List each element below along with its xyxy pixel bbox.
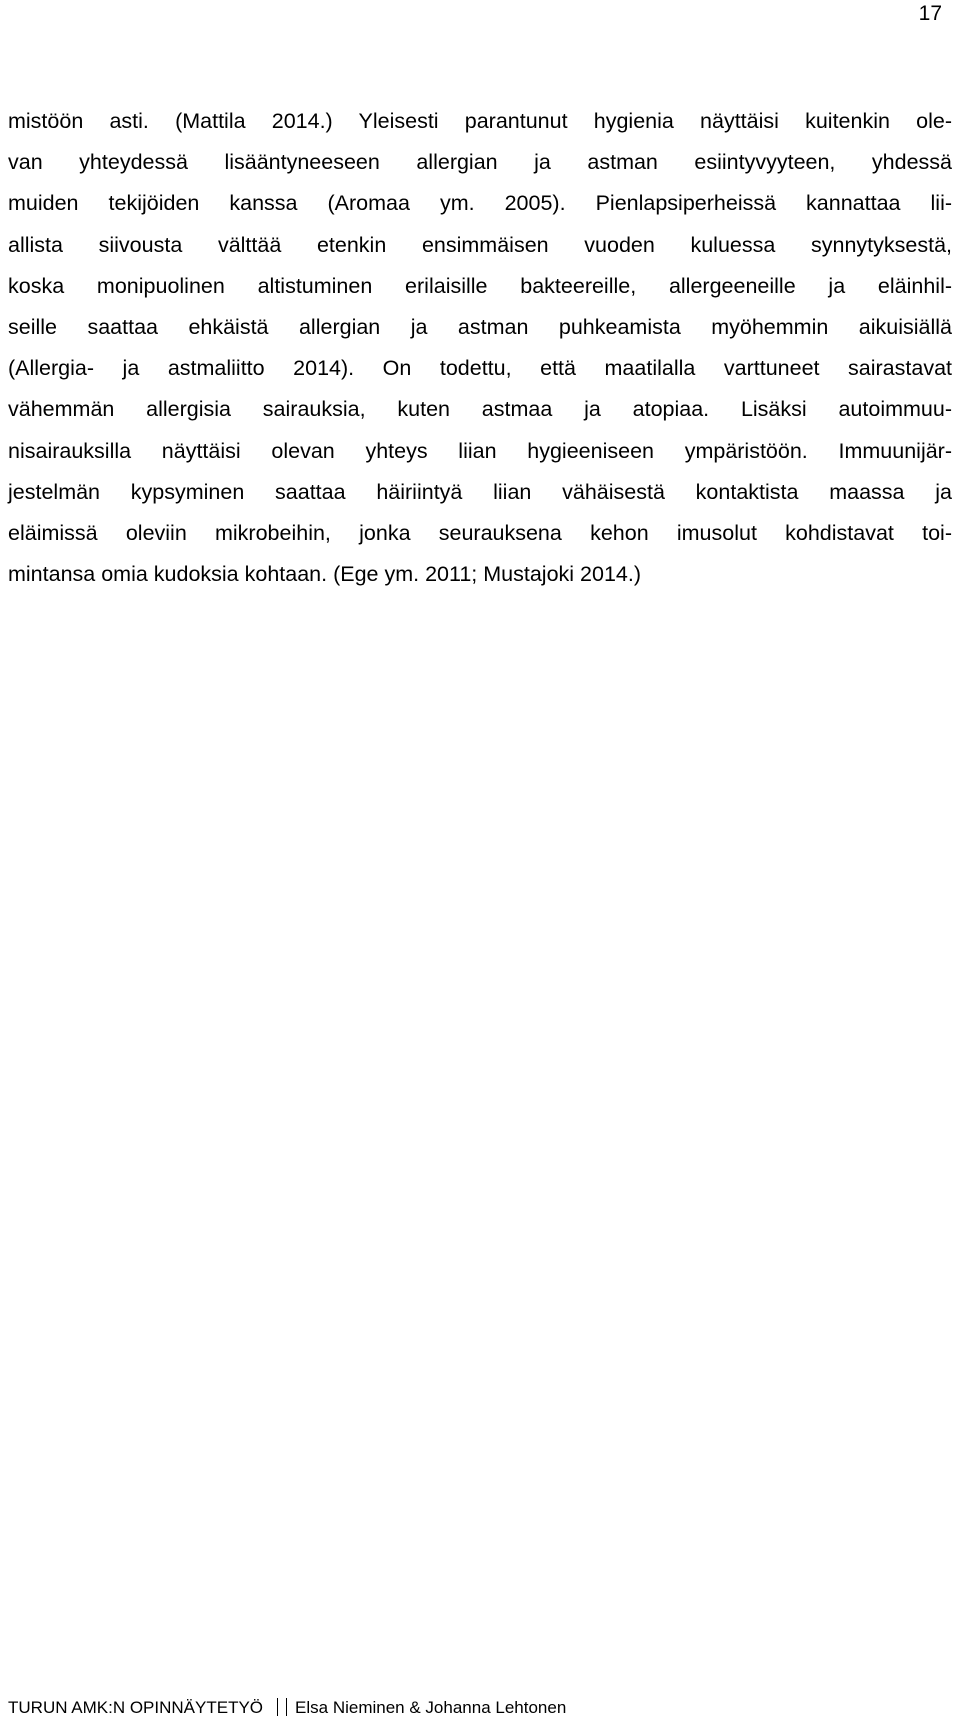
paragraph-line: mistöön asti. (Mattila 2014.) Yleisesti parantunut hygienia näyttäisi kuitenkin ole- [8,109,952,133]
paragraph-line: nisairauksilla näyttäisi olevan yhteys liian hygieeniseen ympäristöön. Immuunijär- [8,438,952,463]
footer-institution: TURUN AMK:N OPINNÄYTETYÖ [8,1698,264,1717]
page-footer [8,1697,566,1719]
paragraph-line: muiden tekijöiden kanssa (Aromaa ym. 2005). Pienlapsiperheissä kannattaa lii- [8,191,952,216]
paragraph-line: eläimissä oleviin mikrobeihin, jonka seurauksena kehon imusolut kohdistavat toi- [8,521,952,546]
paragraph-line: jestelmän kypsyminen saattaa häiriintyä liian vähäisestä kontaktista maassa ja [8,479,952,504]
footer-separator [277,1698,278,1716]
page-number: 17 [918,2,942,25]
paragraph-line: seille saattaa ehkäistä allergian ja astman puhkeamista myöhemmin aikuisiällä [8,315,952,340]
paragraph-line: mintansa omia kudoksia kohtaan. (Ege ym. 2011; Mustajoki 2014.) [8,562,641,587]
paragraph-line: (Allergia- ja astmaliitto 2014). On todettu, että maatilalla varttuneet sairastavat [8,356,952,381]
paragraph-line: allista siivousta välttää etenkin ensimmäisen vuoden kuluessa synnytyksestä, [8,232,952,257]
body-paragraph [8,101,952,595]
footer-authors: Elsa Nieminen & Johanna Lehtonen [295,1698,567,1717]
paragraph-line: koska monipuolinen altistuminen erilaisille bakteereille, allergeeneille ja eläinhil- [8,273,952,298]
paragraph-line: van yhteydessä lisääntyneeseen allergian ja astman esiintyvyyteen, yhdessä [8,150,952,175]
footer-separator [286,1698,287,1716]
paragraph-line: vähemmän allergisia sairauksia, kuten astmaa ja atopiaa. Lisäksi autoimmuu- [8,397,952,422]
